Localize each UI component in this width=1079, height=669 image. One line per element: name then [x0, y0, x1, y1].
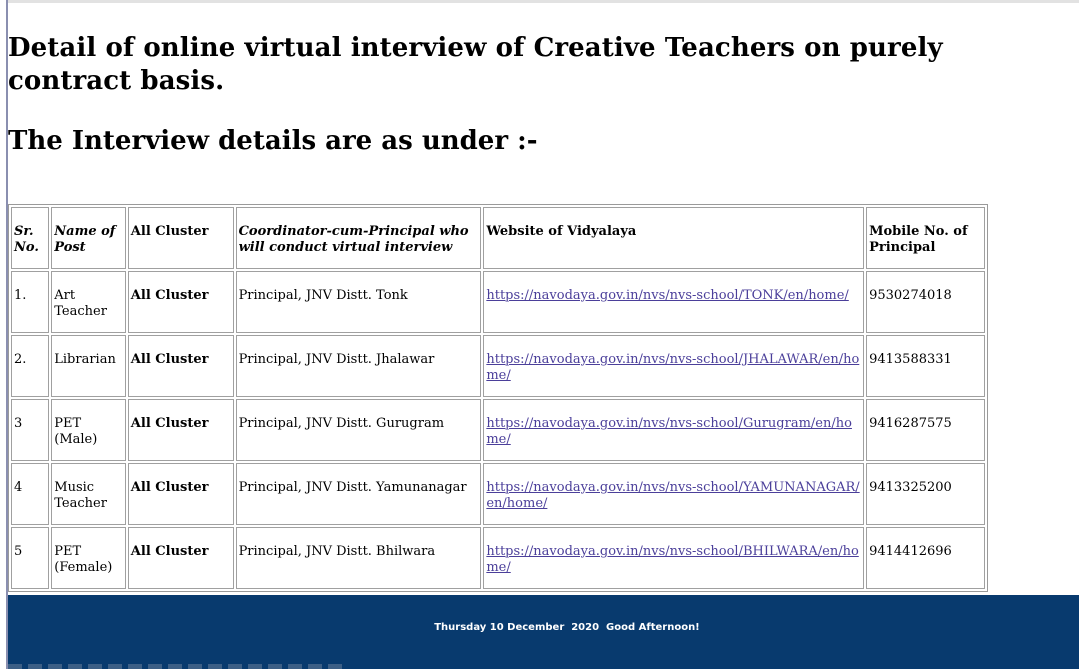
- page-title: Detail of online virtual interview of Creative Teachers on purely contract basis.: [8, 33, 943, 96]
- cell-cluster: All Cluster: [128, 463, 234, 525]
- cell-website: [483, 271, 864, 333]
- website-link[interactable]: https://navodaya.gov.in/nvs/nvs-school/Gurugram/en/home/: [486, 416, 852, 447]
- cell-coordinator: Principal, JNV Distt. Gurugram: [236, 399, 482, 461]
- table-row: [11, 463, 985, 525]
- header-mobile: Mobile No. of Principal: [866, 207, 985, 269]
- cell-sr-no: 2.: [11, 335, 49, 397]
- cell-coordinator: Principal, JNV Distt. Jhalawar: [236, 335, 482, 397]
- header-website: Website of Vidyalaya: [483, 207, 864, 269]
- website-link[interactable]: https://navodaya.gov.in/nvs/nvs-school/TONK/en/home/: [486, 288, 849, 303]
- cell-cluster: All Cluster: [128, 335, 234, 397]
- cell-website: [483, 463, 864, 525]
- website-link[interactable]: https://navodaya.gov.in/nvs/nvs-school/YAMUNANAGAR/en/home/: [486, 480, 860, 511]
- header-sr-no: Sr. No.: [11, 207, 49, 269]
- cell-post: PET (Male): [51, 399, 126, 461]
- footer-date: Thursday 10 December 2020: [434, 622, 600, 633]
- footer-cut-off-text: [8, 664, 348, 669]
- cell-sr-no: 1.: [11, 271, 49, 333]
- cell-mobile: 9416287575: [866, 399, 985, 461]
- cell-mobile: 9530274018: [866, 271, 985, 333]
- website-link[interactable]: https://navodaya.gov.in/nvs/nvs-school/JHALAWAR/en/home/: [486, 352, 860, 383]
- website-link[interactable]: https://navodaya.gov.in/nvs/nvs-school/BHILWARA/en/home/: [486, 544, 859, 575]
- cell-mobile: 9413588331: [866, 335, 985, 397]
- cell-sr-no: 3: [11, 399, 49, 461]
- cell-coordinator: Principal, JNV Distt. Bhilwara: [236, 527, 482, 589]
- cell-coordinator: Principal, JNV Distt. Tonk: [236, 271, 482, 333]
- cell-website: [483, 527, 864, 589]
- table-row: [11, 399, 985, 461]
- cell-coordinator: Principal, JNV Distt. Yamunanagar: [236, 463, 482, 525]
- cell-mobile: 9414412696: [866, 527, 985, 589]
- cell-website: [483, 335, 864, 397]
- cell-post: Music Teacher: [51, 463, 126, 525]
- header-name-of-post: Name of Post: [51, 207, 126, 269]
- cell-mobile: 9413325200: [866, 463, 985, 525]
- cell-post: Librarian: [51, 335, 126, 397]
- top-divider: [8, 0, 1079, 3]
- header-coordinator: Coordinator-cum-Principal who will conduct virtual interview: [236, 207, 482, 269]
- cell-cluster: All Cluster: [128, 271, 234, 333]
- cell-cluster: All Cluster: [128, 527, 234, 589]
- cell-post: Art Teacher: [51, 271, 126, 333]
- interview-table: [8, 204, 988, 592]
- header-all-cluster: All Cluster: [128, 207, 234, 269]
- table-row: [11, 527, 985, 589]
- footer-bar: [8, 595, 1079, 669]
- cell-sr-no: 5: [11, 527, 49, 589]
- table-header-row: [11, 207, 985, 269]
- table-row: [11, 271, 985, 333]
- cell-post: PET (Female): [51, 527, 126, 589]
- footer-date-greeting: [8, 622, 1079, 633]
- footer-greeting: Good Afternoon!: [606, 622, 700, 633]
- table-row: [11, 335, 985, 397]
- cell-website: [483, 399, 864, 461]
- cell-sr-no: 4: [11, 463, 49, 525]
- page-subtitle: The Interview details are as under :-: [8, 126, 538, 156]
- cell-cluster: All Cluster: [128, 399, 234, 461]
